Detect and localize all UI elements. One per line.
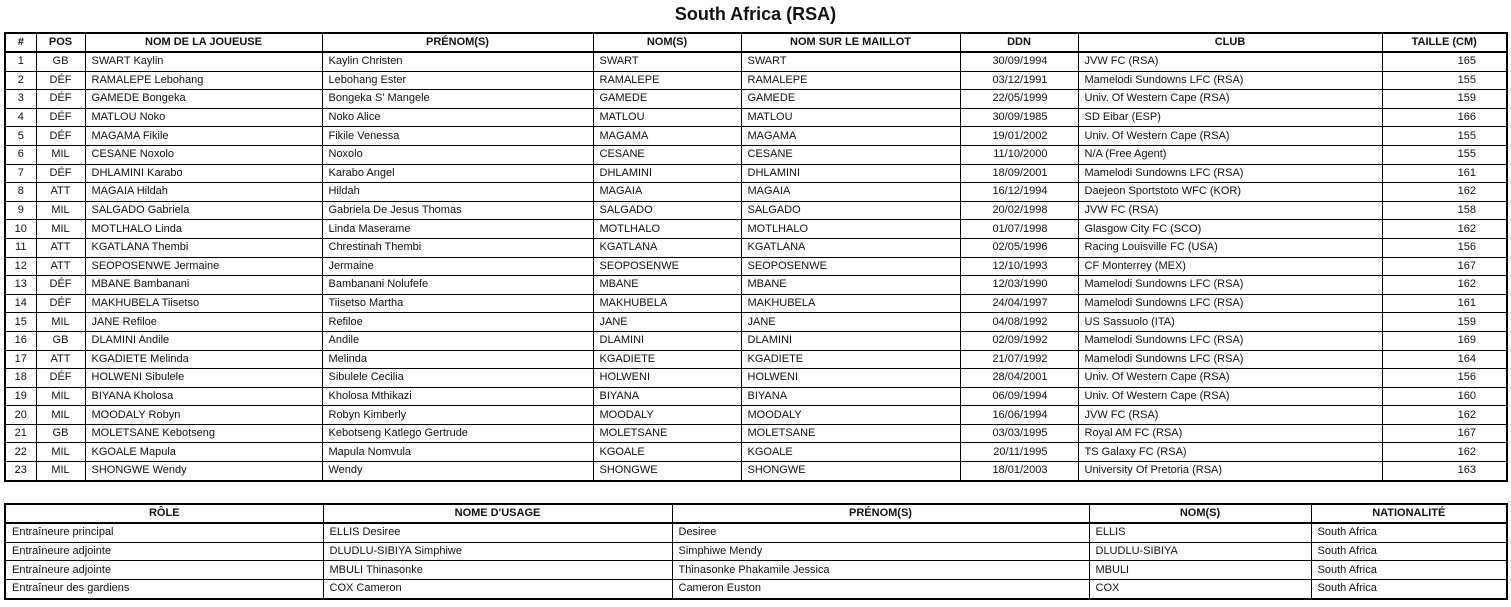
table-row [5,313,1507,332]
col-position-cell: ATT [36,238,85,257]
col-height-cell: 167 [1382,424,1507,443]
col-number-cell: 15 [5,313,36,332]
col-height-cell: 158 [1382,201,1507,220]
col-surnames-cell: MOLETSANE [593,424,741,443]
col-position-cell: DÉF [36,108,85,127]
col-birth-date-cell: 03/12/1991 [960,71,1078,90]
col-nationality-cell: South Africa [1311,580,1507,599]
col-height-cell: 161 [1382,294,1507,313]
col-first-names-cell: Sibulele Cecilia [322,369,593,388]
col-number-cell: 1 [5,52,36,71]
col-player-name-cell: MAGAMA Fikile [85,127,322,146]
col-role-header: RÔLE [5,504,323,523]
col-player-name-cell: BIYANA Kholosa [85,387,322,406]
col-club-cell: Univ. Of Western Cape (RSA) [1078,90,1382,109]
col-shirt-name-cell: MATLOU [741,108,960,127]
col-club-cell: Univ. Of Western Cape (RSA) [1078,127,1382,146]
col-club-cell: Mamelodi Sundowns LFC (RSA) [1078,164,1382,183]
table-row [5,145,1507,164]
col-surnames-cell: KGOALE [593,443,741,462]
col-position-cell: MIL [36,220,85,239]
col-first-names-cell: Wendy [322,462,593,481]
col-birth-date-cell: 06/09/1994 [960,387,1078,406]
col-surnames-cell: HOLWENI [593,369,741,388]
col-position-cell: GB [36,331,85,350]
col-club-header: CLUB [1078,33,1382,52]
col-shirt-name-cell: MOODALY [741,406,960,425]
col-surnames-cell: MOTLHALO [593,220,741,239]
col-height-cell: 155 [1382,127,1507,146]
col-player-name-cell: DLAMINI Andile [85,331,322,350]
col-player-name-cell: MATLOU Noko [85,108,322,127]
col-club-cell: Daejeon Sportstoto WFC (KOR) [1078,183,1382,202]
col-position-cell: MIL [36,313,85,332]
col-club-cell: Mamelodi Sundowns LFC (RSA) [1078,331,1382,350]
col-number-cell: 18 [5,369,36,388]
col-height-cell: 166 [1382,108,1507,127]
col-nationality-cell: South Africa [1311,542,1507,561]
col-first-names-cell: Jermaine [322,257,593,276]
col-club-cell: Univ. Of Western Cape (RSA) [1078,387,1382,406]
col-shirt-name-cell: SEOPOSENWE [741,257,960,276]
col-first-names-cell: Robyn Kimberly [322,406,593,425]
col-number-cell: 22 [5,443,36,462]
col-number-cell: 3 [5,90,36,109]
col-position-cell: MIL [36,201,85,220]
col-player-name-header: NOM DE LA JOUEUSE [85,33,322,52]
col-position-cell: DÉF [36,276,85,295]
col-shirt-name-cell: CESANE [741,145,960,164]
col-number-cell: 13 [5,276,36,295]
col-number-cell: 12 [5,257,36,276]
col-player-name-cell: GAMEDE Bongeka [85,90,322,109]
col-player-name-cell: RAMALEPE Lebohang [85,71,322,90]
col-shirt-name-cell: DLAMINI [741,331,960,350]
col-player-name-cell: DHLAMINI Karabo [85,164,322,183]
col-usage-name-cell: DLUDLU-SIBIYA Simphiwe [323,542,672,561]
col-player-name-cell: HOLWENI Sibulele [85,369,322,388]
col-height-cell: 167 [1382,257,1507,276]
col-shirt-name-cell: MOLETSANE [741,424,960,443]
staff-body [5,523,1507,599]
col-position-cell: DÉF [36,127,85,146]
col-player-name-cell: SEOPOSENWE Jermaine [85,257,322,276]
col-first-names-cell: Chrestinah Thembi [322,238,593,257]
col-nationality-cell: South Africa [1311,561,1507,580]
col-birth-date-cell: 04/08/1992 [960,313,1078,332]
col-number-cell: 23 [5,462,36,481]
col-first-names-cell: Hildah [322,183,593,202]
col-birth-date-cell: 20/11/1995 [960,443,1078,462]
col-birth-date-cell: 22/05/1999 [960,90,1078,109]
col-shirt-name-cell: JANE [741,313,960,332]
col-height-cell: 155 [1382,145,1507,164]
col-club-cell: Mamelodi Sundowns LFC (RSA) [1078,71,1382,90]
col-shirt-name-cell: HOLWENI [741,369,960,388]
col-first-names-cell: Thinasonke Phakamile Jessica [672,561,1089,580]
col-birth-date-cell: 02/05/1996 [960,238,1078,257]
col-player-name-cell: SHONGWE Wendy [85,462,322,481]
col-first-names-cell: Andile [322,331,593,350]
table-row [5,561,1507,580]
col-club-cell: N/A (Free Agent) [1078,145,1382,164]
col-surnames-cell: DHLAMINI [593,164,741,183]
col-club-cell: Royal AM FC (RSA) [1078,424,1382,443]
table-row [5,164,1507,183]
col-height-cell: 160 [1382,387,1507,406]
table-row [5,52,1507,71]
col-player-name-cell: MAGAIA Hildah [85,183,322,202]
col-club-cell: Mamelodi Sundowns LFC (RSA) [1078,294,1382,313]
col-height-cell: 155 [1382,71,1507,90]
col-first-names-cell: Noxolo [322,145,593,164]
col-height-cell: 164 [1382,350,1507,369]
col-player-name-cell: KGOALE Mapula [85,443,322,462]
col-role-cell: Entraîneure adjointe [5,542,323,561]
col-position-header: POS [36,33,85,52]
col-shirt-name-cell: SWART [741,52,960,71]
col-surnames-cell: SHONGWE [593,462,741,481]
table-row [5,294,1507,313]
staff-table [4,503,1508,600]
col-surnames-cell: COX [1089,580,1311,599]
col-player-name-cell: SALGADO Gabriela [85,201,322,220]
col-number-cell: 9 [5,201,36,220]
squad-header-row [5,33,1507,52]
col-number-cell: 17 [5,350,36,369]
table-row [5,462,1507,481]
col-surnames-cell: KGADIETE [593,350,741,369]
col-birth-date-cell: 01/07/1998 [960,220,1078,239]
col-nationality-header: NATIONALITÉ [1311,504,1507,523]
table-row [5,443,1507,462]
col-first-names-cell: Desiree [672,523,1089,542]
col-height-cell: 163 [1382,462,1507,481]
col-height-cell: 159 [1382,313,1507,332]
col-number-cell: 8 [5,183,36,202]
col-birth-date-cell: 12/10/1993 [960,257,1078,276]
col-shirt-name-cell: KGATLANA [741,238,960,257]
col-shirt-name-cell: MOTLHALO [741,220,960,239]
col-player-name-cell: SWART Kaylin [85,52,322,71]
col-usage-name-header: NOME D'USAGE [323,504,672,523]
col-surnames-cell: SEOPOSENWE [593,257,741,276]
col-first-names-cell: Kholosa Mthikazi [322,387,593,406]
col-first-names-cell: Fikile Venessa [322,127,593,146]
squad-body [5,52,1507,481]
col-height-cell: 162 [1382,220,1507,239]
col-player-name-cell: MOODALY Robyn [85,406,322,425]
col-player-name-cell: MOLETSANE Kebotseng [85,424,322,443]
col-birth-date-cell: 24/04/1997 [960,294,1078,313]
col-usage-name-cell: ELLIS Desiree [323,523,672,542]
col-number-cell: 16 [5,331,36,350]
col-player-name-cell: KGADIETE Melinda [85,350,322,369]
col-first-names-header: PRÉNOM(S) [322,33,593,52]
col-surnames-cell: MOODALY [593,406,741,425]
col-number-cell: 11 [5,238,36,257]
col-surnames-header: NOM(S) [593,33,741,52]
table-row [5,542,1507,561]
col-shirt-name-header: NOM SUR LE MAILLOT [741,33,960,52]
col-role-cell: Entraîneure principal [5,523,323,542]
col-usage-name-cell: COX Cameron [323,580,672,599]
col-position-cell: DÉF [36,90,85,109]
col-height-cell: 161 [1382,164,1507,183]
col-position-cell: MIL [36,406,85,425]
col-position-cell: MIL [36,387,85,406]
staff-header-row [5,504,1507,523]
col-shirt-name-cell: KGOALE [741,443,960,462]
table-row [5,220,1507,239]
col-birth-date-cell: 02/09/1992 [960,331,1078,350]
table-row [5,331,1507,350]
col-surnames-cell: RAMALEPE [593,71,741,90]
table-row [5,183,1507,202]
col-player-name-cell: CESANE Noxolo [85,145,322,164]
col-usage-name-cell: MBULI Thinasonke [323,561,672,580]
col-first-names-cell: Melinda [322,350,593,369]
col-birth-date-cell: 18/09/2001 [960,164,1078,183]
col-birth-date-cell: 03/03/1995 [960,424,1078,443]
col-first-names-cell: Bongeka S' Mangele [322,90,593,109]
col-first-names-cell: Gabriela De Jesus Thomas [322,201,593,220]
col-number-cell: 10 [5,220,36,239]
col-position-cell: MIL [36,462,85,481]
col-player-name-cell: JANE Refiloe [85,313,322,332]
col-position-cell: ATT [36,257,85,276]
col-shirt-name-cell: KGADIETE [741,350,960,369]
table-row [5,406,1507,425]
col-height-cell: 162 [1382,443,1507,462]
col-surnames-cell: MAGAMA [593,127,741,146]
col-birth-date-cell: 16/12/1994 [960,183,1078,202]
col-number-cell: 20 [5,406,36,425]
col-birth-date-cell: 28/04/2001 [960,369,1078,388]
col-first-names-cell: Refiloe [322,313,593,332]
col-shirt-name-cell: MAKHUBELA [741,294,960,313]
col-birth-date-cell: 20/02/1998 [960,201,1078,220]
col-birth-date-cell: 16/06/1994 [960,406,1078,425]
col-club-cell: TS Galaxy FC (RSA) [1078,443,1382,462]
page-title: South Africa (RSA) [674,4,837,24]
col-shirt-name-cell: GAMEDE [741,90,960,109]
table-row [5,108,1507,127]
col-surnames-cell: SWART [593,52,741,71]
col-first-names-cell: Cameron Euston [672,580,1089,599]
table-row [5,523,1507,542]
col-surnames-cell: KGATLANA [593,238,741,257]
col-surnames-cell: SALGADO [593,201,741,220]
table-row [5,90,1507,109]
col-position-cell: DÉF [36,369,85,388]
col-surnames-cell: MAKHUBELA [593,294,741,313]
col-number-header: # [5,33,36,52]
col-nationality-cell: South Africa [1311,523,1507,542]
col-shirt-name-cell: RAMALEPE [741,71,960,90]
col-club-cell: JVW FC (RSA) [1078,52,1382,71]
col-birth-date-cell: 30/09/1994 [960,52,1078,71]
col-first-names-cell: Tiisetso Martha [322,294,593,313]
col-surnames-cell: GAMEDE [593,90,741,109]
col-birth-date-header: DDN [960,33,1078,52]
col-number-cell: 5 [5,127,36,146]
col-first-names-cell: Kaylin Christen [322,52,593,71]
col-position-cell: ATT [36,350,85,369]
col-first-names-cell: Kebotseng Katlego Gertrude [322,424,593,443]
col-birth-date-cell: 19/01/2002 [960,127,1078,146]
col-position-cell: ATT [36,183,85,202]
col-club-cell: University Of Pretoria (RSA) [1078,462,1382,481]
col-club-cell: CF Monterrey (MEX) [1078,257,1382,276]
col-club-cell: US Sassuolo (ITA) [1078,313,1382,332]
col-birth-date-cell: 11/10/2000 [960,145,1078,164]
col-first-names-cell: Noko Alice [322,108,593,127]
col-birth-date-cell: 18/01/2003 [960,462,1078,481]
col-height-cell: 169 [1382,331,1507,350]
table-row [5,350,1507,369]
col-first-names-cell: Linda Maserame [322,220,593,239]
col-surnames-cell: ELLIS [1089,523,1311,542]
col-role-cell: Entraîneur des gardiens [5,580,323,599]
col-surnames-cell: CESANE [593,145,741,164]
table-row [5,127,1507,146]
col-height-cell: 165 [1382,52,1507,71]
col-number-cell: 7 [5,164,36,183]
table-row [5,424,1507,443]
table-row [5,276,1507,295]
col-surnames-cell: MATLOU [593,108,741,127]
squad-table [4,32,1508,482]
table-row [5,71,1507,90]
col-shirt-name-cell: SHONGWE [741,462,960,481]
col-position-cell: DÉF [36,164,85,183]
col-surnames-cell: MBANE [593,276,741,295]
col-club-cell: Mamelodi Sundowns LFC (RSA) [1078,350,1382,369]
col-number-cell: 19 [5,387,36,406]
col-number-cell: 2 [5,71,36,90]
col-surnames-cell: MBULI [1089,561,1311,580]
table-row [5,257,1507,276]
col-club-cell: Racing Louisville FC (USA) [1078,238,1382,257]
col-role-cell: Entraîneure adjointe [5,561,323,580]
table-row [5,580,1507,599]
col-first-names-cell: Mapula Nomvula [322,443,593,462]
col-shirt-name-cell: BIYANA [741,387,960,406]
col-club-cell: SD Eibar (ESP) [1078,108,1382,127]
col-first-names-cell: Simphiwe Mendy [672,542,1089,561]
col-birth-date-cell: 30/09/1985 [960,108,1078,127]
col-club-cell: Univ. Of Western Cape (RSA) [1078,369,1382,388]
col-shirt-name-cell: MAGAMA [741,127,960,146]
col-position-cell: GB [36,424,85,443]
col-position-cell: MIL [36,443,85,462]
table-row [5,201,1507,220]
table-row [5,387,1507,406]
col-surnames-cell: DLAMINI [593,331,741,350]
col-player-name-cell: MOTLHALO Linda [85,220,322,239]
col-number-cell: 6 [5,145,36,164]
col-height-cell: 156 [1382,369,1507,388]
col-first-names-cell: Lebohang Ester [322,71,593,90]
table-row [5,238,1507,257]
col-position-cell: DÉF [36,71,85,90]
col-player-name-cell: KGATLANA Thembi [85,238,322,257]
col-birth-date-cell: 21/07/1992 [960,350,1078,369]
col-position-cell: MIL [36,145,85,164]
col-shirt-name-cell: SALGADO [741,201,960,220]
col-shirt-name-cell: MAGAIA [741,183,960,202]
col-position-cell: DÉF [36,294,85,313]
col-position-cell: GB [36,52,85,71]
col-surnames-cell: JANE [593,313,741,332]
col-club-cell: JVW FC (RSA) [1078,406,1382,425]
col-surnames-cell: DLUDLU-SIBIYA [1089,542,1311,561]
col-surnames-header: NOM(S) [1089,504,1311,523]
col-surnames-cell: BIYANA [593,387,741,406]
col-club-cell: Glasgow City FC (SCO) [1078,220,1382,239]
col-number-cell: 21 [5,424,36,443]
col-first-names-cell: Karabo Angel [322,164,593,183]
col-shirt-name-cell: DHLAMINI [741,164,960,183]
col-height-cell: 162 [1382,183,1507,202]
col-number-cell: 14 [5,294,36,313]
col-height-header: TAILLE (CM) [1382,33,1507,52]
col-player-name-cell: MBANE Bambanani [85,276,322,295]
col-player-name-cell: MAKHUBELA Tiisetso [85,294,322,313]
table-row [5,369,1507,388]
col-birth-date-cell: 12/03/1990 [960,276,1078,295]
col-number-cell: 4 [5,108,36,127]
col-height-cell: 156 [1382,238,1507,257]
col-first-names-cell: Bambanani Nolufefe [322,276,593,295]
col-shirt-name-cell: MBANE [741,276,960,295]
col-height-cell: 159 [1382,90,1507,109]
col-club-cell: Mamelodi Sundowns LFC (RSA) [1078,276,1382,295]
col-height-cell: 162 [1382,406,1507,425]
col-first-names-header: PRÉNOM(S) [672,504,1089,523]
col-surnames-cell: MAGAIA [593,183,741,202]
col-height-cell: 162 [1382,276,1507,295]
col-club-cell: JVW FC (RSA) [1078,201,1382,220]
